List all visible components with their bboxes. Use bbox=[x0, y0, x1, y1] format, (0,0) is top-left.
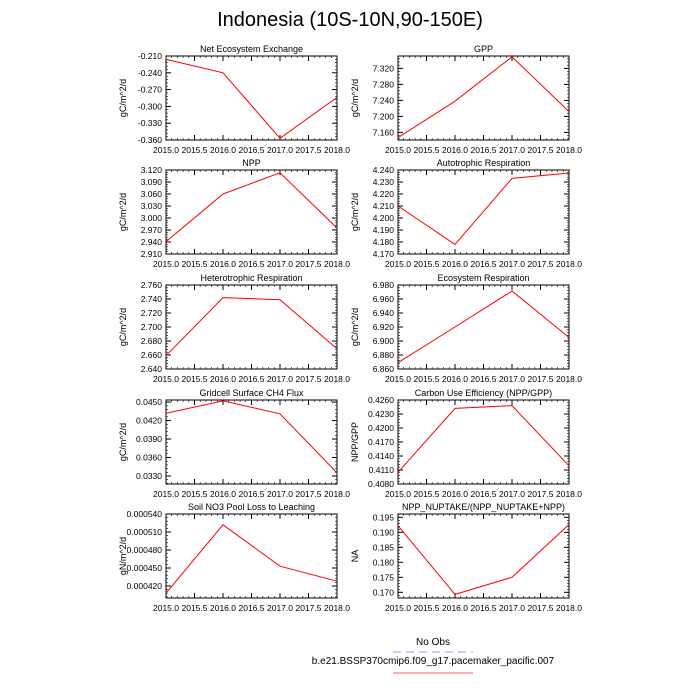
x-tick-label: 2018.0 bbox=[324, 145, 350, 155]
y-tick-label: -0.360 bbox=[137, 135, 162, 145]
x-tick-label: 2017.0 bbox=[267, 374, 293, 384]
y-tick-label: 2.910 bbox=[140, 249, 162, 259]
y-tick-label: 6.880 bbox=[372, 350, 394, 360]
y-axis-label: gC/m^2/d bbox=[350, 192, 360, 232]
figure-title: Indonesia (10S-10N,90-150E) bbox=[217, 9, 483, 31]
x-tick-label: 2015.5 bbox=[413, 374, 440, 384]
series-line bbox=[398, 406, 569, 473]
x-tick-label: 2015.5 bbox=[181, 374, 208, 384]
x-tick-label: 2017.5 bbox=[527, 374, 554, 384]
x-tick-label: 2017.5 bbox=[295, 489, 322, 499]
x-tick-label: 2015.5 bbox=[413, 603, 440, 613]
x-tick-label: 2017.0 bbox=[499, 145, 525, 155]
y-tick-label: 7.240 bbox=[372, 95, 394, 106]
y-tick-label: 7.320 bbox=[372, 63, 394, 74]
y-tick-label: 0.0360 bbox=[136, 452, 162, 463]
y-tick-label: 3.120 bbox=[140, 165, 162, 175]
x-tick-label: 2018.0 bbox=[556, 259, 582, 269]
y-axis-label: gC/m^2/d bbox=[118, 307, 128, 347]
x-tick-label: 2015.5 bbox=[181, 489, 208, 499]
panel-title: Gridcell Surface CH4 Flux bbox=[199, 388, 304, 398]
y-tick-label: 6.920 bbox=[372, 322, 394, 332]
y-tick-label: 0.000450 bbox=[126, 563, 162, 573]
legend-label-model: b.e21.BSSP370cmip6.f09_g17.pacemaker_pacific.007 bbox=[311, 656, 555, 667]
y-tick-label: -0.240 bbox=[137, 67, 162, 78]
x-tick-label: 2018.0 bbox=[556, 145, 582, 155]
plot-frame bbox=[166, 56, 337, 140]
x-tick-label: 2015.5 bbox=[181, 145, 208, 155]
panel-title: Autotrophic Respiration bbox=[436, 158, 531, 168]
panel-title: Carbon Use Efficiency (NPP/GPP) bbox=[414, 388, 553, 398]
y-tick-label: -0.300 bbox=[137, 101, 162, 112]
plot-frame bbox=[398, 285, 569, 369]
y-tick-label: 3.060 bbox=[140, 189, 162, 199]
plot-frame bbox=[166, 400, 337, 484]
y-tick-label: 0.175 bbox=[372, 572, 394, 583]
x-tick-label: 2017.5 bbox=[295, 259, 322, 269]
y-tick-label: 0.0390 bbox=[136, 434, 162, 445]
y-tick-label: 6.860 bbox=[372, 364, 394, 374]
x-tick-label: 2018.0 bbox=[556, 489, 582, 499]
y-tick-label: 0.4230 bbox=[368, 409, 394, 419]
y-tick-label: 0.000510 bbox=[126, 527, 162, 537]
x-tick-label: 2015.0 bbox=[385, 259, 411, 269]
x-tick-label: 2017.0 bbox=[499, 603, 525, 613]
x-tick-label: 2015.0 bbox=[385, 374, 411, 384]
x-tick-label: 2016.5 bbox=[238, 145, 265, 155]
x-tick-label: 2017.5 bbox=[295, 374, 322, 384]
y-tick-label: 2.720 bbox=[140, 308, 162, 318]
y-tick-label: 7.160 bbox=[372, 127, 394, 138]
y-tick-label: -0.330 bbox=[137, 118, 162, 129]
x-tick-label: 2016.0 bbox=[442, 374, 468, 384]
y-tick-label: 4.170 bbox=[372, 249, 394, 259]
y-tick-label: 0.170 bbox=[372, 587, 394, 598]
x-tick-label: 2017.0 bbox=[267, 489, 293, 499]
y-tick-label: 2.700 bbox=[140, 322, 162, 332]
y-tick-label: 4.180 bbox=[372, 237, 394, 247]
x-tick-label: 2016.5 bbox=[470, 259, 497, 269]
x-tick-label: 2016.0 bbox=[210, 145, 236, 155]
x-tick-label: 2017.5 bbox=[527, 145, 554, 155]
y-tick-label: 0.4260 bbox=[368, 395, 394, 405]
x-tick-label: 2017.5 bbox=[527, 259, 554, 269]
y-tick-label: 2.640 bbox=[140, 364, 162, 374]
y-tick-label: 4.220 bbox=[372, 189, 394, 199]
y-tick-label: 6.980 bbox=[372, 280, 394, 290]
y-tick-label: 0.4170 bbox=[368, 437, 394, 447]
y-axis-label: NA bbox=[350, 549, 360, 563]
series-line bbox=[166, 401, 337, 473]
plot-frame bbox=[166, 514, 337, 598]
y-tick-label: 0.4140 bbox=[368, 451, 394, 461]
x-tick-label: 2016.5 bbox=[238, 259, 265, 269]
x-tick-label: 2017.0 bbox=[267, 603, 293, 613]
y-tick-label: 6.960 bbox=[372, 294, 394, 304]
y-tick-label: 3.090 bbox=[140, 177, 162, 187]
x-tick-label: 2018.0 bbox=[324, 374, 350, 384]
y-tick-label: 7.280 bbox=[372, 79, 394, 90]
x-tick-label: 2015.0 bbox=[385, 489, 411, 499]
y-tick-label: 0.190 bbox=[372, 527, 394, 538]
x-tick-label: 2018.0 bbox=[556, 603, 582, 613]
y-axis-label: gC/m^2/d bbox=[118, 78, 128, 118]
y-tick-label: 3.030 bbox=[140, 201, 162, 211]
y-tick-label: 0.000420 bbox=[126, 581, 162, 591]
y-tick-label: 0.0330 bbox=[136, 470, 162, 481]
y-axis-label: gN/m^2/d bbox=[118, 536, 128, 576]
series-line bbox=[398, 57, 569, 138]
x-tick-label: 2015.5 bbox=[413, 489, 440, 499]
y-axis-label: gC/m^2/d bbox=[118, 422, 128, 462]
legend-label-no-obs: No Obs bbox=[416, 637, 450, 648]
y-tick-label: 0.185 bbox=[372, 542, 394, 553]
x-tick-label: 2018.0 bbox=[324, 259, 350, 269]
x-tick-label: 2017.0 bbox=[267, 259, 293, 269]
y-tick-label: 2.660 bbox=[140, 350, 162, 360]
y-axis-label: gC/m^2/d bbox=[118, 192, 128, 232]
x-tick-label: 2015.0 bbox=[153, 603, 179, 613]
series-line bbox=[166, 298, 337, 356]
series-line bbox=[398, 291, 569, 363]
y-tick-label: 4.240 bbox=[372, 165, 394, 175]
x-tick-label: 2016.5 bbox=[470, 603, 497, 613]
x-tick-label: 2015.5 bbox=[181, 603, 208, 613]
y-tick-label: 7.200 bbox=[372, 111, 394, 122]
y-tick-label: 0.195 bbox=[372, 512, 394, 523]
x-tick-label: 2016.0 bbox=[210, 489, 236, 499]
x-tick-label: 2016.0 bbox=[210, 259, 236, 269]
x-tick-label: 2016.5 bbox=[470, 374, 497, 384]
panel-title: Ecosystem Respiration bbox=[437, 273, 530, 283]
x-tick-label: 2017.0 bbox=[499, 489, 525, 499]
y-tick-label: 4.190 bbox=[372, 225, 394, 235]
x-tick-label: 2015.0 bbox=[153, 145, 179, 155]
y-tick-label: 2.760 bbox=[140, 280, 162, 290]
y-tick-label: 4.230 bbox=[372, 177, 394, 187]
x-tick-label: 2016.0 bbox=[210, 603, 236, 613]
x-tick-label: 2017.0 bbox=[499, 259, 525, 269]
y-tick-label: -0.210 bbox=[137, 51, 162, 61]
series-line bbox=[166, 59, 337, 138]
y-tick-label: 4.210 bbox=[372, 201, 394, 211]
panel-title: Heterotrophic Respiration bbox=[200, 273, 303, 283]
x-tick-label: 2018.0 bbox=[324, 489, 350, 499]
x-tick-label: 2015.0 bbox=[153, 259, 179, 269]
x-tick-label: 2015.0 bbox=[385, 145, 411, 155]
y-axis-label: gC/m^2/d bbox=[350, 78, 360, 118]
y-tick-label: 4.200 bbox=[372, 213, 394, 223]
y-tick-label: -0.270 bbox=[137, 84, 162, 95]
y-tick-label: 0.4080 bbox=[368, 479, 394, 489]
x-tick-label: 2016.5 bbox=[470, 489, 497, 499]
plot-frame bbox=[398, 400, 569, 484]
y-tick-label: 0.0450 bbox=[136, 397, 162, 408]
y-tick-label: 6.900 bbox=[372, 336, 394, 346]
x-tick-label: 2016.0 bbox=[442, 489, 468, 499]
x-tick-label: 2016.0 bbox=[442, 145, 468, 155]
panel-title: GPP bbox=[473, 44, 494, 54]
y-tick-label: 2.740 bbox=[140, 294, 162, 304]
x-tick-label: 2015.0 bbox=[385, 603, 411, 613]
x-tick-label: 2018.0 bbox=[324, 603, 350, 613]
x-tick-label: 2016.0 bbox=[442, 603, 468, 613]
panel-title: Soil NO3 Pool Loss to Leaching bbox=[187, 502, 316, 512]
x-tick-label: 2017.5 bbox=[295, 145, 322, 155]
x-tick-label: 2017.5 bbox=[295, 603, 322, 613]
x-tick-label: 2015.0 bbox=[153, 374, 179, 384]
panel-title: Net Ecosystem Exchange bbox=[199, 44, 304, 54]
x-tick-label: 2017.0 bbox=[499, 374, 525, 384]
y-tick-label: 2.970 bbox=[140, 225, 162, 235]
x-tick-label: 2016.5 bbox=[238, 489, 265, 499]
x-tick-label: 2017.5 bbox=[527, 489, 554, 499]
y-tick-label: 2.940 bbox=[140, 237, 162, 247]
y-tick-label: 0.180 bbox=[372, 557, 394, 568]
x-tick-label: 2016.5 bbox=[238, 374, 265, 384]
panel-title: NPP_NUPTAKE/(NPP_NUPTAKE+NPP) bbox=[402, 502, 565, 512]
x-tick-label: 2016.0 bbox=[442, 259, 468, 269]
y-tick-label: 0.000540 bbox=[126, 509, 162, 519]
x-tick-label: 2017.0 bbox=[267, 145, 293, 155]
y-tick-label: 3.000 bbox=[140, 213, 162, 223]
series-line bbox=[398, 525, 569, 595]
x-tick-label: 2015.0 bbox=[153, 489, 179, 499]
y-tick-label: 6.940 bbox=[372, 308, 394, 318]
y-axis-label: NPP/GPP bbox=[350, 421, 360, 463]
x-tick-label: 2018.0 bbox=[556, 374, 582, 384]
panel-title: NPP bbox=[242, 158, 261, 168]
y-tick-label: 0.4110 bbox=[368, 465, 394, 475]
y-tick-label: 0.0420 bbox=[136, 415, 162, 426]
plot-frame bbox=[166, 170, 337, 254]
y-tick-label: 0.000480 bbox=[126, 545, 162, 555]
x-tick-label: 2016.5 bbox=[238, 603, 265, 613]
series-line bbox=[166, 525, 337, 593]
x-tick-label: 2015.5 bbox=[413, 259, 440, 269]
x-tick-label: 2015.5 bbox=[181, 259, 208, 269]
series-line bbox=[166, 173, 337, 242]
x-tick-label: 2016.0 bbox=[210, 374, 236, 384]
x-tick-label: 2015.5 bbox=[413, 145, 440, 155]
y-tick-label: 2.680 bbox=[140, 336, 162, 346]
y-axis-label: gC/m^2/d bbox=[350, 307, 360, 347]
plot-frame bbox=[398, 56, 569, 140]
y-tick-label: 0.4200 bbox=[368, 423, 394, 433]
x-tick-label: 2017.5 bbox=[527, 603, 554, 613]
x-tick-label: 2016.5 bbox=[470, 145, 497, 155]
series-line bbox=[398, 173, 569, 244]
